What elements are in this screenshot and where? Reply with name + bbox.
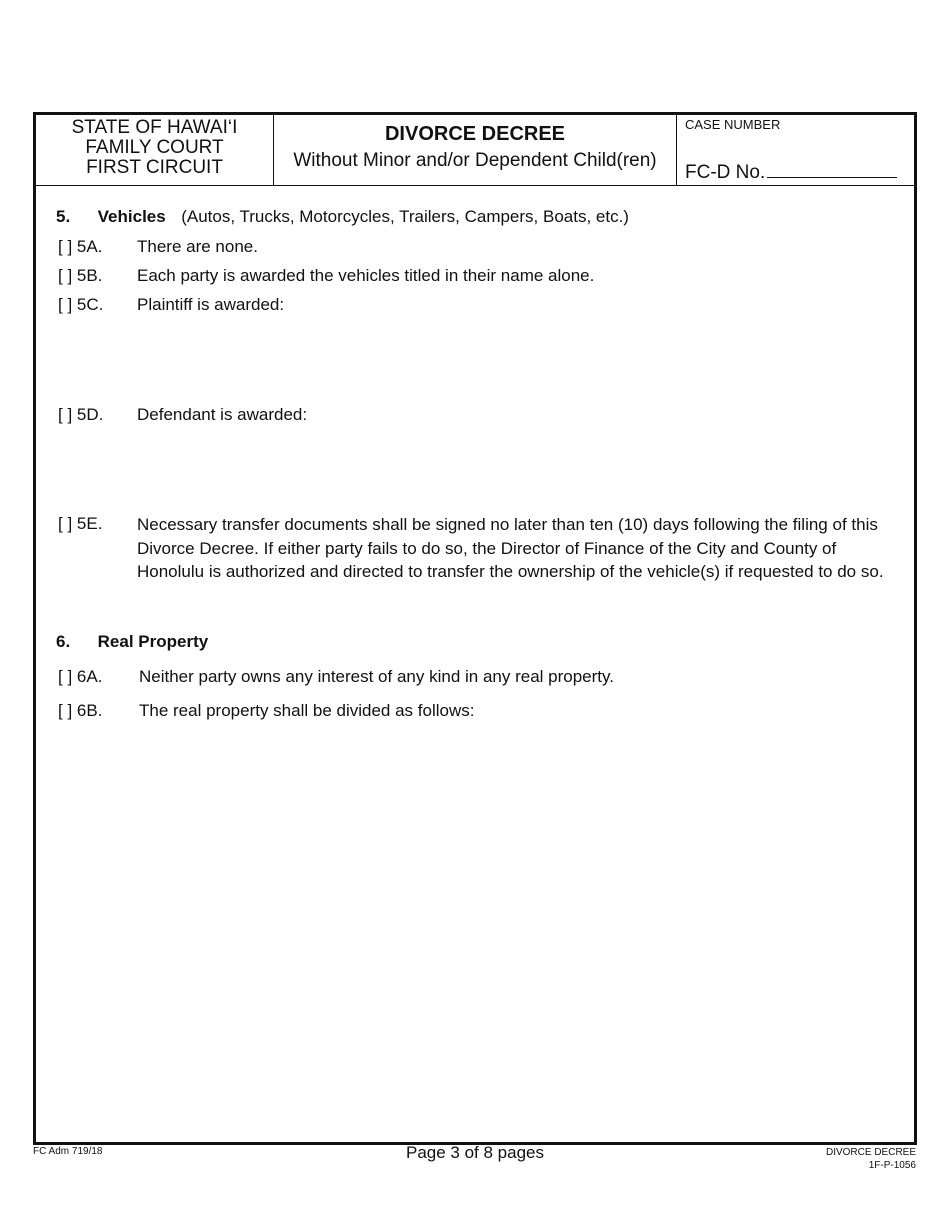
item-5d-text: Defendant is awarded: [137, 405, 308, 424]
court-block [36, 112, 274, 186]
case-number-field[interactable] [685, 160, 897, 184]
item-5c-code: 5C. [76, 295, 104, 314]
item-5e-text: Necessary transfer documents shall be signed no later than ten (10) days following the filing of this Divorce Decree. If either party fails to do so, the Director of Finance of the City and County of Honolulu is authorized and directed to transfer the ownership of the vehicle(s) if requested to do so. [137, 515, 884, 581]
case-prefix: FC-D No. [685, 162, 766, 183]
document-subtitle: Without Minor and/or Dependent Child(ren) [293, 150, 657, 171]
item-6a [58, 665, 102, 689]
footer-doc-info [826, 1146, 916, 1172]
form-id: FC Adm 719/18 [33, 1146, 103, 1157]
court-name: FAMILY COURT [85, 137, 224, 158]
checkbox-5a[interactable]: [ ] [58, 237, 73, 256]
section-6-number: 6. [56, 632, 71, 651]
court-circuit: FIRST CIRCUIT [86, 157, 223, 178]
item-5e-code: 5E. [76, 514, 103, 533]
section-5-number: 5. [56, 207, 71, 226]
item-5a-code: 5A. [76, 237, 103, 256]
item-5b-text: Each party is awarded the vehicles titled in their name alone. [137, 266, 595, 285]
checkbox-6b[interactable]: [ ] [58, 701, 73, 720]
section-6-heading [56, 630, 208, 654]
item-6b-code: 6B. [76, 701, 103, 720]
checkbox-5c[interactable]: [ ] [58, 295, 73, 314]
section-5-title: Vehicles [97, 207, 166, 226]
item-5c [58, 293, 103, 317]
item-6b-text: The real property shall be divided as follows: [139, 701, 475, 720]
item-5b-code: 5B. [76, 266, 103, 285]
section-6-title: Real Property [97, 632, 209, 651]
checkbox-6a[interactable]: [ ] [58, 667, 73, 686]
section-5-heading [56, 205, 629, 229]
item-5a [58, 235, 102, 259]
case-number-label: CASE NUMBER [685, 117, 781, 132]
item-5b [58, 264, 102, 288]
item-5c-text: Plaintiff is awarded: [137, 295, 285, 314]
item-6b [58, 699, 102, 723]
case-number-block [677, 112, 914, 186]
case-number-line[interactable] [767, 160, 897, 178]
footer-doc-code: 1F-P-1056 [868, 1160, 916, 1171]
document-title: DIVORCE DECREE [384, 123, 566, 145]
checkbox-5d[interactable]: [ ] [58, 405, 73, 424]
item-5d-code: 5D. [76, 405, 104, 424]
section-5-note: (Autos, Trucks, Motorcycles, Trailers, Campers, Boats, etc.) [181, 207, 629, 226]
item-5e [58, 512, 102, 536]
checkbox-5b[interactable]: [ ] [58, 266, 73, 285]
item-6a-text: Neither party owns any interest of any kind in any real property. [139, 667, 614, 686]
checkbox-5e[interactable]: [ ] [58, 514, 73, 533]
item-5a-text: There are none. [137, 237, 258, 256]
form-header [33, 112, 917, 186]
item-5d [58, 403, 103, 427]
footer-doc-title: DIVORCE DECREE [825, 1147, 916, 1158]
page-number: Page 3 of 8 pages [405, 1143, 544, 1162]
court-state: STATE OF HAWAI‘I [71, 117, 238, 138]
item-6a-code: 6A. [76, 667, 103, 686]
title-block [274, 112, 677, 186]
